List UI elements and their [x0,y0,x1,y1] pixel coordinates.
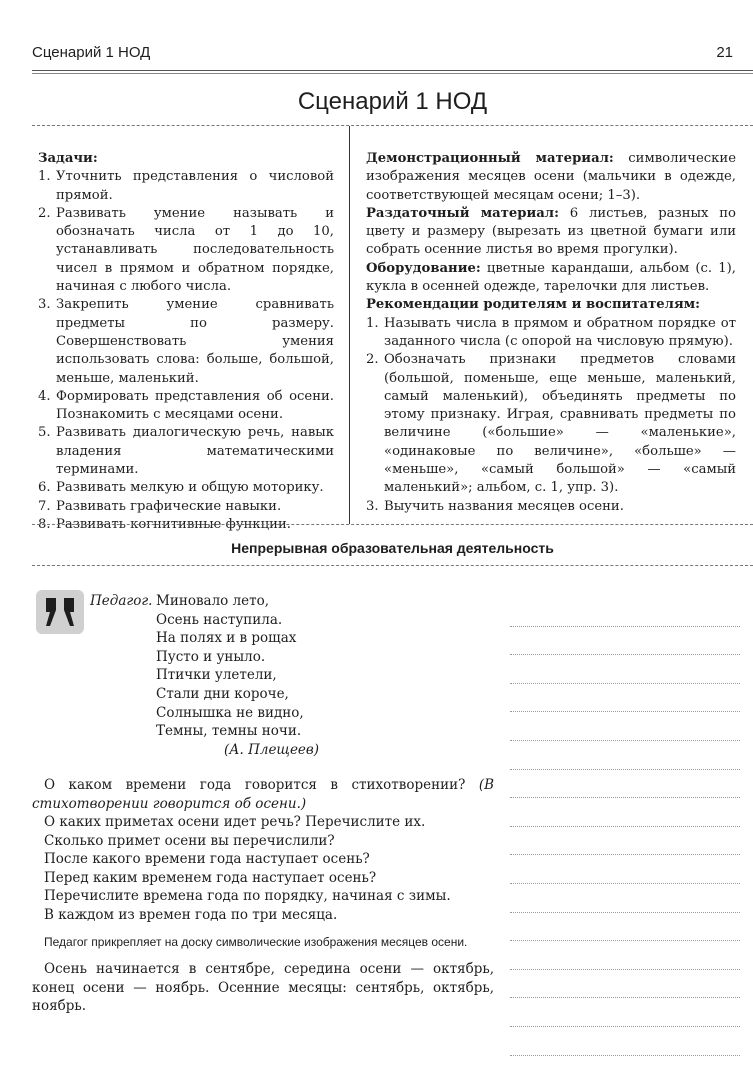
poem-line: Стали дни короче, [156,685,289,702]
list-item: 3. Закрепить умение сравнивать предметы по размеру. Совершенствовать умения использовать слова: больше, большой, меньше, маленький. [38,297,334,386]
poem-line: Солнышка не видно, [156,704,304,721]
tasks-column [38,150,334,534]
poem-line: Пусто и уныло. [156,648,266,665]
dialogue-question: О каких приметах осени идет речь? Перечислите их. [44,814,426,830]
section-rule [32,524,753,525]
dialogue-question: После какого времени года наступает осень? [44,851,370,867]
teacher-note: Педагог прикрепляет на доску символические изображения месяцев осени. [44,935,468,949]
header-rule [32,70,753,74]
poem-author: (А. Плещеев) [224,741,320,758]
dialogue-question: Сколько примет осени вы перечислили? [44,832,335,849]
poem-line: Темны, темны ночи. [156,723,302,740]
column-divider [349,126,350,524]
list-item: 5. Развивать диалогическую речь, навык владения математическими терминами. [38,425,334,478]
running-title: Сценарий 1 НОД [32,44,151,61]
poem-line: Осень наступила. [156,611,283,628]
poem-line: На полях и в рощах [156,630,297,647]
recommendations-list [366,315,736,516]
poem-lines [156,592,376,759]
poem-line: Птички улетели, [156,667,277,684]
page-title: Сценарий 1 НОД [297,88,488,115]
page-number: 21 [716,44,733,61]
list-item: 1. Уточнить представления о числовой прямой. [38,169,334,203]
recommendations-heading: Рекомендации родителям и воспитателям: [366,297,701,313]
list-item: 7. Развивать графические навыки. [38,498,282,514]
dialogue-question: Перечислите времена года по порядку, начиная с зимы. [44,888,451,904]
list-item: 3. Выучить названия месяцев осени. [366,498,624,514]
title-rule [32,125,753,126]
handout-material: Раздаточный материал: 6 листьев, разных по цвету и размеру (вырезать из цветной бумаги или собрать осенние листья во время прогулки). [366,205,736,258]
closing-text: Осень начинается в сентябре, середина осени — октябрь, конец осени — ноябрь. Осенние месяцы: сентябрь, октябрь, ноябрь. [32,961,494,1014]
list-item: 2. Обозначать признаки предметов словами (большой, поменьше, еще меньше, маленький, самый маленький), объединять предметы по этому признаку. Играя, сравнивать предметы по величине («большие» — «маленькие», «одинаковые по величине», «больше» — «меньше», «самый большой» — «самый маленький»; альбом, с. 1, упр. 3). [366,352,736,496]
running-header [32,44,733,61]
list-item: 8. Развивать когнитивные функции. [38,516,291,532]
tasks-list [38,168,334,534]
demo-material: Демонстрационный материал: символические изображения месяцев осени (мальчики в одежде, соответствующей месяцам осени; 1–3). [366,151,737,203]
dialogue-question: Перед каким временем года наступает осень? [44,869,377,886]
poem-speaker: Педагог. [90,593,153,609]
poem-line: Миновало лето, [156,593,270,609]
notes-lines [510,598,740,1056]
list-item: 1. Называть числа в прямом и обратном порядке от заданного числа (с опорой на числовую прямую). [366,315,736,349]
list-item: 6. Развивать мелкую и общую моторику. [38,480,324,496]
materials-column [366,150,736,516]
section-title-rule [32,565,753,566]
quote-icon [36,590,84,634]
equipment: Оборудование: цветные карандаши, альбом (с. 1), кукла в осенней одежде, тарелочки для листьев. [366,260,736,295]
dialogue-question: О каком времени года говорится в стихотворении? (В стихотворении говорится об осени.) [32,777,494,812]
tasks-heading: Задачи: [38,151,98,166]
section-title: Непрерывная образовательная деятельность [231,540,554,556]
dialogue-answer: (В стихотворении говорится об осени.) [32,777,494,812]
list-item: 4. Формировать представления об осени. Познакомить с месяцами осени. [38,388,334,423]
dialogue-question: В каждом из времен года по три месяца. [44,906,338,923]
dialogue [32,776,494,1016]
list-item: 2. Развивать умение называть и обозначать числа от 1 до 10, устанавливать последовательность чисел в прямом и обратном порядке, начиная с любого числа. [38,205,334,295]
